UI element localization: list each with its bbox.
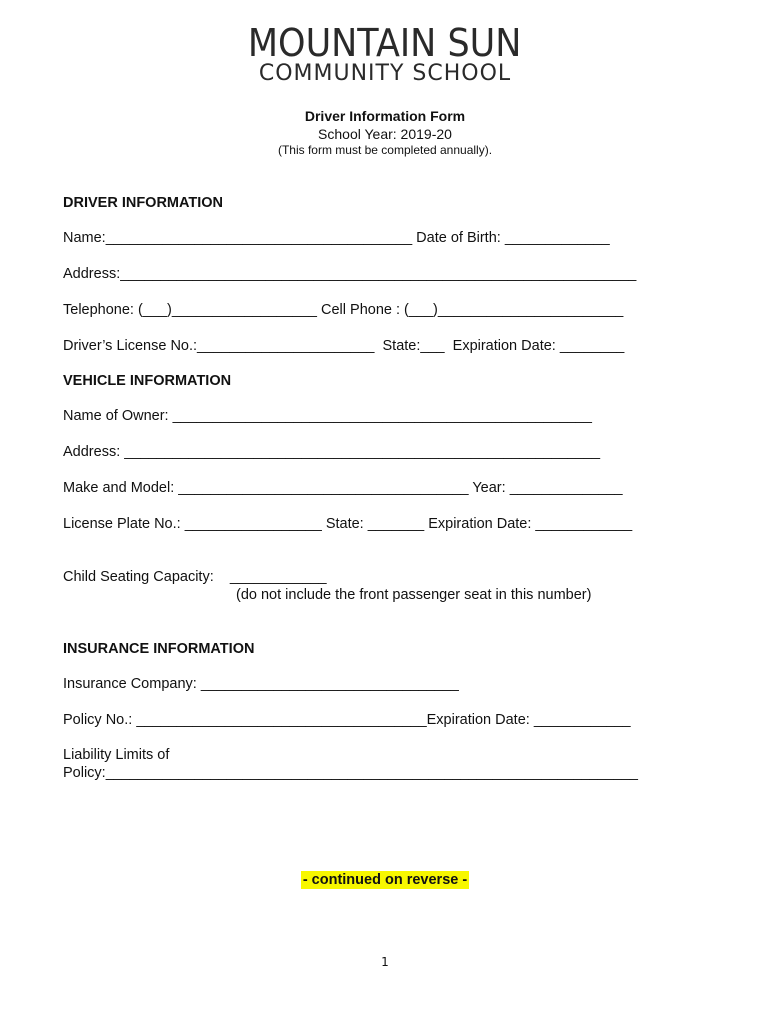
form-note: (This form must be completed annually). [277,143,493,157]
vehicle-address-field[interactable]: Address: ___________________________________________________________ [63,444,601,460]
vehicle-make-field[interactable]: Make and Model: ____________________________________ Year: ______________ [63,480,623,496]
vehicle-heading: VEHICLE INFORMATION [63,373,232,389]
policy-number-field[interactable]: Policy No.: ____________________________________Expiration Date: ____________ [63,712,631,728]
page-number: 1 [381,955,389,969]
school-year: School Year: 2019-20 [318,126,452,142]
vehicle-owner-field[interactable]: Name of Owner: ____________________________________________________ [63,408,592,424]
insurance-company-field[interactable]: Insurance Company: ________________________________ [63,676,459,692]
driver-name-field[interactable]: Name:______________________________________ Date of Birth: _____________ [63,230,610,246]
form-title: Driver Information Form [304,108,466,124]
logo-line-2: COMMUNITY SCHOOL [258,61,512,86]
driver-license-field[interactable]: Driver’s License No.:______________________ State:___ Expiration Date: ________ [63,338,625,354]
continued-text: - continued on reverse - [302,872,468,888]
logo-line-1: MOUNTAIN SUN [248,21,522,65]
liability-label: Liability Limits of [63,747,170,763]
driver-telephone-field[interactable]: Telephone: (___)__________________ Cell Phone : (___)_______________________ [63,302,624,318]
driver-address-field[interactable]: Address:________________________________________________________________ [63,266,637,282]
insurance-heading: INSURANCE INFORMATION [63,641,255,657]
child-seating-field[interactable]: Child Seating Capacity: ____________ [63,569,327,585]
liability-field[interactable]: Policy:__________________________________________________________________ [63,765,638,781]
child-seating-note: (do not include the front passenger seat in this number) [236,587,592,603]
driver-heading: DRIVER INFORMATION [63,195,224,211]
vehicle-plate-field[interactable]: License Plate No.: _________________ State: _______ Expiration Date: ____________ [63,516,633,532]
continued-notice [0,871,770,889]
school-logo [0,22,770,86]
